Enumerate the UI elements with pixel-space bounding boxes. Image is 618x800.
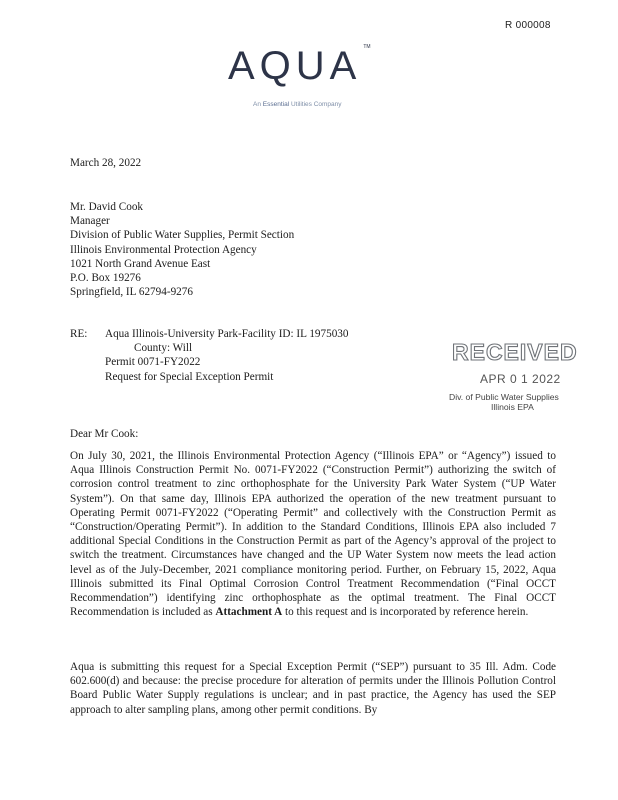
bates-number: R 000008: [505, 20, 551, 31]
re-line: Permit 0071-FY2022: [105, 356, 201, 369]
address-line: Springfield, IL 62794-9276: [70, 286, 193, 299]
address-line: Mr. David Cook: [70, 201, 144, 213]
received-stamp: [449, 339, 592, 412]
paragraph-text: On July 30, 2021, the Illinois Environmental Protection Agency (“Illinois EPA” or “Agency”) issued to Aqua Illinois Construction Permit No. 0071-FY2022 (“Construction Permit”) authorizing the switch of corrosion control treatment to zinc orthophosphate for the University Park Water System (“UP Water System”). On that same day, Illinois EPA authorized the operation of the new treatment pursuant to Operating Permit 0071-FY2022 (“Operating Permit” and collectively with the Construction Permit as “Construction/Operating Permit”). In addition to the Standard Conditions, Illinois EPA also included 7 additional Special Conditions in the Construction Permit as part of the Agency’s approval of the project to switch the treatment. Circumstances have changed and the UP Water System now meets the lead action level as of the July-December, 2021 compliance monitoring period. Further, on February 15, 2022, Aqua Illinois submitted its Final Optimal Corrosion Control Treatment Recommendation (“Final OCCT Recommendation”) identifying zinc orthophosphate as the optimal treatment. The Final OCCT Recommendation is included as: [70, 450, 556, 619]
paragraph-text: Aqua is submitting this request for a Special Exception Permit (“SEP”) pursuant to 35 Ill. Adm. Code 602.600(d) and because: the precise procedure for alteration of permits under the Illinois Pollution Control Board Public Water Supply regulations is unclear; and in past practice, the Agency has used the SEP approach to alter sampling plans, among other permit conditions. By: [70, 661, 556, 716]
stamp-division: [449, 392, 592, 412]
re-line: County: Will: [134, 342, 193, 355]
address-line: Division of Public Water Supplies, Permit Section: [70, 229, 295, 242]
aqua-logo: [228, 44, 371, 89]
stamp-division-line2: Illinois EPA: [491, 402, 534, 412]
body-paragraph-2: [70, 660, 556, 717]
stamp-date: APR 0 1 2022: [480, 372, 561, 386]
stamp-division-line1: Div. of Public Water Supplies: [449, 392, 559, 402]
company-tagline: [253, 101, 342, 108]
tagline-prefix: An: [253, 101, 263, 108]
trademark-mark: TM: [363, 44, 371, 50]
re-line: Aqua Illinois-University Park-Facility ID: IL 1975030: [105, 328, 349, 340]
salutation: Dear Mr Cook:: [70, 428, 139, 440]
attachment-reference: Attachment A: [215, 606, 283, 619]
re-label: RE:: [70, 328, 88, 340]
re-line: Request for Special Exception Permit: [105, 370, 274, 383]
address-line: P.O. Box 19276: [70, 272, 141, 285]
re-subject: [105, 327, 349, 384]
letter-date: March 28, 2022: [70, 157, 142, 169]
tagline-suffix: Utilities Company: [289, 101, 342, 108]
paragraph-text: to this request and is incorporated by reference herein.: [282, 606, 529, 619]
address-line: Illinois Environmental Protection Agency: [70, 243, 257, 256]
recipient-address: [70, 200, 294, 299]
tagline-brand: Essential: [262, 101, 290, 108]
address-line: Manager: [70, 215, 110, 228]
stamp-received-title: RECEIVED: [452, 339, 578, 365]
body-paragraph-1: [70, 449, 556, 619]
logo-text: AQUA: [228, 44, 362, 88]
address-line: 1021 North Grand Avenue East: [70, 257, 211, 270]
